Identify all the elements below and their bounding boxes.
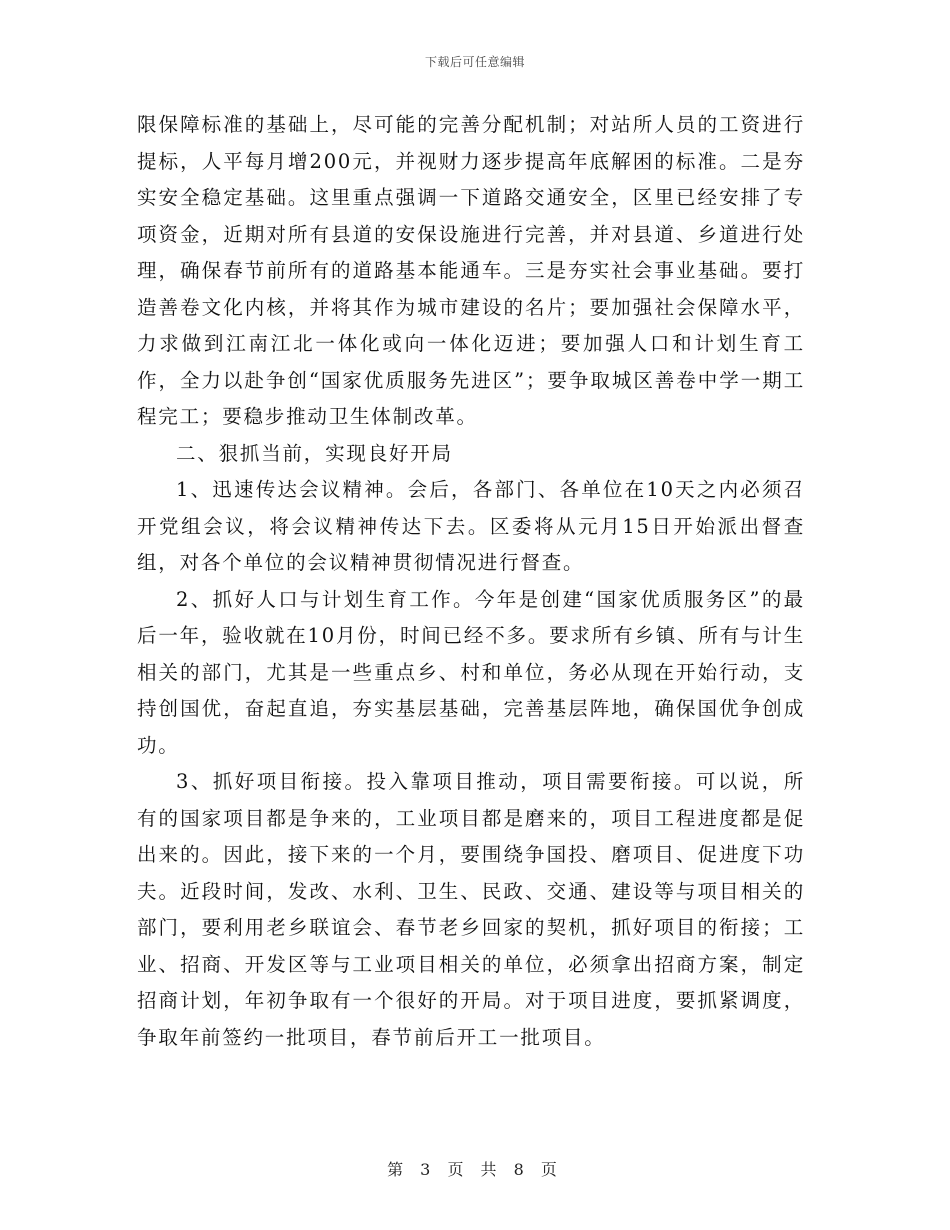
paragraph-item-1: 1、迅速传达会议精神。会后，各部门、各单位在10天之内必须召开党组会议，将会议精神传达下去。区委将从元月15日开始派出督查组，对各个单位的会议精神贯彻情况进行督查。 — [137, 478, 805, 574]
paragraph-item-2: 2、抓好人口与计划生育工作。今年是创建“国家优质服务区”的最后一年，验收就在10月份，时间已经不多。要求所有乡镇、所有与计生相关的部门，尤其是一些重点乡、村和单位，务必从现在开始行动，支持创国优，奋起直追，夯实基层基础，完善基层阵地，确保国优争创成功。 — [137, 587, 805, 757]
section-heading: 二、狠抓当前，实现良好开局 — [176, 441, 453, 465]
paragraph-item-3: 3、抓好项目衔接。投入靠项目推动，项目需要衔接。可以说，所有的国家项目都是争来的，工业项目都是磨来的，项目工程进度都是促出来的。因此，接下来的一个月，要围绕争国投、磨项目、促进度下功夫。近段时间，发改、水利、卫生、民政、交通、建设等与项目相关的部门，要利用老乡联谊会、春节老乡回家的契机，抓好项目的衔接；工业、招商、开发区等与工业项目相关的单位，必须拿出招商方案，制定招商计划，年初争取有一个很好的开局。对于项目进度，要抓紧调度，争取年前签约一批项目，春节前后开工一批项目。 — [137, 770, 805, 1049]
page-number-footer: 第 3 页 共 8 页 — [387, 1160, 563, 1179]
page-header: 下载后可任意编辑 — [424, 55, 525, 69]
document-body — [137, 107, 805, 1056]
paragraph-continued: 限保障标准的基础上，尽可能的完善分配机制；对站所人员的工资进行提标，人平每月增200元，并视财力逐步提高年底解困的标准。二是夯实安全稳定基础。这里重点强调一下道路交通安全，区里已经安排了专项资金，近期对所有县道的安保设施进行完善，并对县道、乡道进行处理，确保春节前所有的道路基本能通车。三是夯实社会事业基础。要打造善卷文化内核，并将其作为城市建设的名片；要加强社会保障水平，力求做到江南江北一体化或向一体化迈进；要加强人口和计划生育工作，全力以赴争创“国家优质服务先进区”；要争取城区善卷中学一期工程完工；要稳步推动卫生体制改革。 — [137, 113, 805, 428]
